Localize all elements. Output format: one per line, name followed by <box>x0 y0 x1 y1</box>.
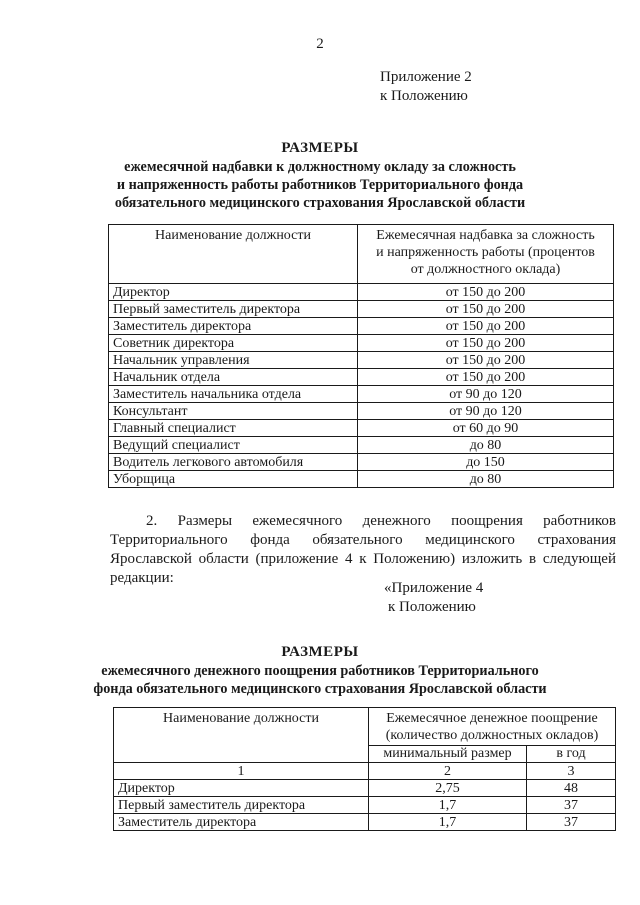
title-main: РАЗМЕРЫ <box>281 644 359 660</box>
title-sub-line: обязательного медицинского страхования Ярославской области <box>114 195 526 211</box>
value-cell: до 150 <box>358 454 614 471</box>
table-header-row <box>114 708 616 746</box>
value-cell: от 150 до 200 <box>358 318 614 335</box>
value-cell: от 90 до 120 <box>358 386 614 403</box>
header-position: Наименование должности <box>109 225 358 284</box>
header-bonus <box>369 708 616 746</box>
min-size-cell: 1,7 <box>369 814 527 831</box>
title-sub-line: и напряженность работы работников Территориального фонда <box>116 177 524 193</box>
table-row <box>109 437 614 454</box>
annex-line: к Положению <box>388 599 476 615</box>
header-line: от должностного оклада) <box>410 262 561 277</box>
position-cell: Первый заместитель директора <box>114 797 369 814</box>
annex-line: к Положению <box>380 88 468 104</box>
bonus-table <box>113 707 616 831</box>
paragraph-line: Территориального фонда обязательного медицинского страхования <box>110 532 616 548</box>
title-sub <box>0 662 640 698</box>
annex-line: «Приложение 4 <box>384 580 484 596</box>
annex-line: Приложение 2 <box>380 69 472 85</box>
position-cell: Директор <box>109 284 358 301</box>
table-row <box>109 420 614 437</box>
position-cell: Директор <box>114 780 369 797</box>
value-cell: от 150 до 200 <box>358 284 614 301</box>
header-line: Ежемесячная надбавка за сложность <box>376 228 595 243</box>
header-line: (количество должностных окладов) <box>385 728 599 743</box>
header-per-year: в год <box>527 745 616 762</box>
paragraph-line: редакции: <box>110 570 174 586</box>
position-cell: Первый заместитель директора <box>109 301 358 318</box>
table-row <box>114 797 616 814</box>
value-cell: от 150 до 200 <box>358 369 614 386</box>
paragraph-line: 2. Размеры ежемесячного денежного поощрения работников <box>146 513 616 529</box>
page-number: 2 <box>316 36 324 52</box>
annex-4-reference <box>384 579 483 617</box>
paragraph-2 <box>110 512 616 588</box>
position-cell: Заместитель директора <box>114 814 369 831</box>
value-cell: до 80 <box>358 471 614 488</box>
min-size-cell: 1,7 <box>369 797 527 814</box>
position-cell: Начальник отдела <box>109 369 358 386</box>
header-position: Наименование должности <box>114 708 369 763</box>
table-header-row <box>109 225 614 284</box>
value-cell: до 80 <box>358 437 614 454</box>
position-cell: Заместитель начальника отдела <box>109 386 358 403</box>
table-row <box>109 318 614 335</box>
title-sub-line: ежемесячного денежного поощрения работников Территориального <box>101 663 539 679</box>
position-cell: Заместитель директора <box>109 318 358 335</box>
position-cell: Уборщица <box>109 471 358 488</box>
title-sub-line: фонда обязательного медицинского страхования Ярославской области <box>93 681 547 697</box>
title-sub <box>0 158 640 212</box>
table-row <box>109 284 614 301</box>
table-row <box>109 352 614 369</box>
position-cell: Советник директора <box>109 335 358 352</box>
header-line: и напряженность работы (процентов <box>376 245 595 260</box>
header-min-size: минимальный размер <box>369 745 527 762</box>
per-year-cell: 37 <box>527 797 616 814</box>
value-cell: от 150 до 200 <box>358 352 614 369</box>
column-number: 1 <box>114 763 369 780</box>
paragraph-line: Ярославской области (приложение 4 к Положению) изложить в следующей <box>110 551 616 567</box>
table-row <box>109 454 614 471</box>
table-row <box>114 780 616 797</box>
position-cell: Водитель легкового автомобиля <box>109 454 358 471</box>
column-number: 2 <box>369 763 527 780</box>
column-number: 3 <box>527 763 616 780</box>
min-size-cell: 2,75 <box>369 780 527 797</box>
value-cell: от 150 до 200 <box>358 301 614 318</box>
table-row <box>109 403 614 420</box>
position-cell: Консультант <box>109 403 358 420</box>
title-allowance <box>0 139 640 212</box>
title-main: РАЗМЕРЫ <box>281 140 359 156</box>
position-cell: Начальник управления <box>109 352 358 369</box>
title-bonus <box>0 643 640 698</box>
header-allowance <box>358 225 614 284</box>
table-row <box>109 369 614 386</box>
annex-2-reference <box>380 68 472 106</box>
header-line: Ежемесячное денежное поощрение <box>386 711 598 726</box>
per-year-cell: 48 <box>527 780 616 797</box>
per-year-cell: 37 <box>527 814 616 831</box>
table-number-row <box>114 763 616 780</box>
title-sub-line: ежемесячной надбавки к должностному окладу за сложность <box>124 159 516 175</box>
position-cell: Главный специалист <box>109 420 358 437</box>
table-row <box>114 814 616 831</box>
value-cell: от 150 до 200 <box>358 335 614 352</box>
table-row <box>109 471 614 488</box>
table-row <box>109 301 614 318</box>
allowance-table <box>108 224 614 488</box>
table-row <box>109 335 614 352</box>
value-cell: от 90 до 120 <box>358 403 614 420</box>
value-cell: от 60 до 90 <box>358 420 614 437</box>
position-cell: Ведущий специалист <box>109 437 358 454</box>
table-row <box>109 386 614 403</box>
